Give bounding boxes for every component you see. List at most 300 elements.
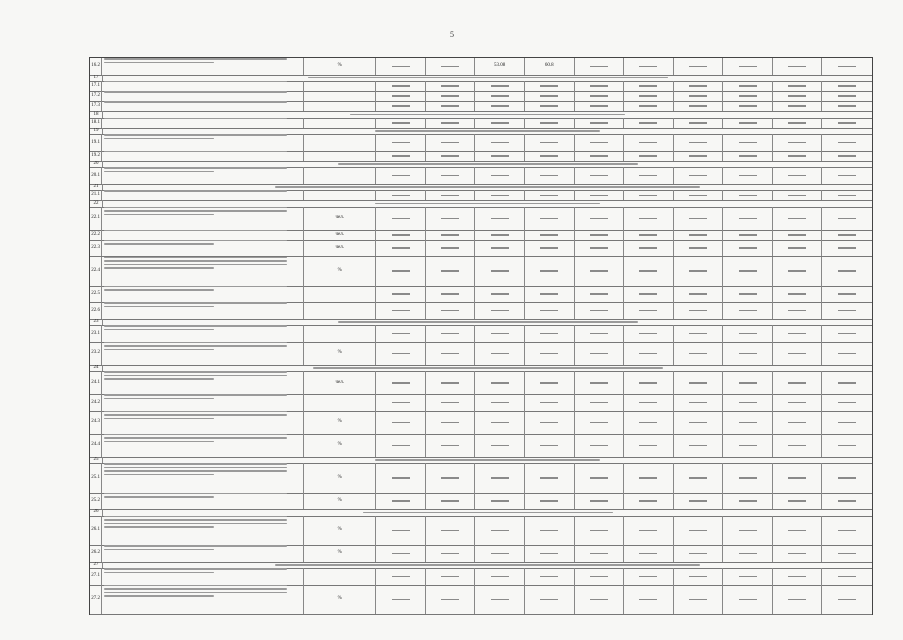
row-number: 17.1 (90, 81, 102, 91)
value-cell (525, 151, 575, 161)
value-cell (773, 585, 823, 614)
value-cell (674, 302, 724, 319)
value-cell (426, 411, 476, 434)
indicator-name (102, 394, 304, 411)
value-cell (674, 286, 724, 303)
value-cell (475, 230, 525, 240)
value-cell (624, 516, 674, 545)
value-cell (624, 81, 674, 91)
value-cell (723, 302, 773, 319)
value-cell (723, 118, 773, 128)
value-cell (674, 134, 724, 151)
value-cell (575, 493, 625, 510)
value-cell (525, 101, 575, 111)
value-cell (376, 434, 426, 457)
value-cell (376, 325, 426, 342)
value-cell (525, 545, 575, 562)
value-cell (674, 516, 724, 545)
value-cell (624, 325, 674, 342)
value-cell (575, 434, 625, 457)
value-cell (624, 545, 674, 562)
value-cell (674, 81, 724, 91)
value-cell (723, 134, 773, 151)
value-cell (773, 207, 823, 230)
value-cell (822, 167, 872, 184)
value-cell (822, 207, 872, 230)
value-cell (525, 91, 575, 101)
unit-of-measure (304, 91, 376, 101)
unit-of-measure (304, 167, 376, 184)
value-cell (624, 568, 674, 585)
value-cell (475, 118, 525, 128)
value-cell (674, 190, 724, 200)
table-row (90, 568, 872, 586)
value-cell (624, 342, 674, 365)
row-number: 24.1 (90, 371, 102, 394)
value-cell (723, 325, 773, 342)
value-cell (773, 118, 823, 128)
value-cell (525, 257, 575, 286)
value-cell (426, 434, 476, 457)
value-cell (674, 240, 724, 257)
indicator-table (89, 57, 873, 615)
value-cell (773, 91, 823, 101)
value-cell (773, 286, 823, 303)
row-number: 27.1 (90, 568, 102, 585)
value-cell (426, 240, 476, 257)
value-cell (426, 342, 476, 365)
row-number: 19.2 (90, 151, 102, 161)
value-cell (773, 167, 823, 184)
row-number: 23.1 (90, 325, 102, 342)
value-cell (723, 101, 773, 111)
value-cell (376, 207, 426, 230)
unit-of-measure: чел. (304, 240, 376, 257)
value-cell (426, 58, 476, 75)
value-cell (723, 463, 773, 492)
value-cell (525, 568, 575, 585)
value-cell (475, 81, 525, 91)
value-cell (525, 207, 575, 230)
value-cell (674, 371, 724, 394)
value-cell (723, 342, 773, 365)
value-cell (525, 230, 575, 240)
row-number: 27.2 (90, 585, 102, 614)
table-row (90, 302, 872, 320)
row-number: 20 (90, 161, 103, 167)
value-cell (376, 585, 426, 614)
value-cell (674, 434, 724, 457)
value-cell (376, 545, 426, 562)
value-cell (624, 286, 674, 303)
value-cell (674, 257, 724, 286)
value-cell: 53.08 (475, 58, 525, 75)
value-cell (525, 342, 575, 365)
value-cell (376, 302, 426, 319)
value-cell (575, 81, 625, 91)
row-number: 19 (90, 128, 103, 134)
value-cell (773, 101, 823, 111)
value-cell (723, 568, 773, 585)
value-cell (575, 411, 625, 434)
value-cell (624, 190, 674, 200)
value-cell (475, 493, 525, 510)
row-number: 17.2 (90, 91, 102, 101)
value-cell (426, 568, 476, 585)
value-cell (624, 134, 674, 151)
value-cell (376, 81, 426, 91)
row-number: 22.6 (90, 302, 102, 319)
value-cell (624, 230, 674, 240)
row-number: 24 (90, 365, 103, 371)
value-cell (773, 568, 823, 585)
value-cell (822, 463, 872, 492)
value-cell (376, 91, 426, 101)
value-cell (723, 545, 773, 562)
value-cell (575, 118, 625, 128)
value-cell (426, 167, 476, 184)
value-cell (773, 545, 823, 562)
value-cell (822, 58, 872, 75)
value-cell (376, 118, 426, 128)
value-cell (723, 394, 773, 411)
value-cell (525, 585, 575, 614)
value-cell (674, 58, 724, 75)
value-cell (822, 302, 872, 319)
value-cell (475, 585, 525, 614)
value-cell (624, 91, 674, 101)
value-cell (822, 257, 872, 286)
value-cell (822, 568, 872, 585)
table-row (90, 240, 872, 258)
value-cell (525, 240, 575, 257)
indicator-name (102, 230, 304, 240)
value-cell (624, 585, 674, 614)
value-cell (575, 325, 625, 342)
value-cell (674, 493, 724, 510)
value-cell (773, 493, 823, 510)
indicator-name (102, 516, 304, 545)
value-cell (475, 257, 525, 286)
value-cell (674, 463, 724, 492)
value-cell (376, 286, 426, 303)
row-number: 25.1 (90, 463, 102, 492)
row-number: 24.4 (90, 434, 102, 457)
row-number: 22.3 (90, 240, 102, 257)
value-cell (575, 151, 625, 161)
value-cell (822, 325, 872, 342)
value-cell (475, 101, 525, 111)
value-cell (723, 167, 773, 184)
value-cell (624, 493, 674, 510)
value-cell (674, 207, 724, 230)
indicator-name (102, 493, 304, 510)
row-number: 22.2 (90, 230, 102, 240)
value-cell (376, 190, 426, 200)
value-cell (525, 286, 575, 303)
value-cell (575, 207, 625, 230)
value-cell (376, 394, 426, 411)
value-cell (475, 371, 525, 394)
value-cell (674, 167, 724, 184)
value-cell (475, 434, 525, 457)
value-cell (624, 118, 674, 128)
value-cell (426, 151, 476, 161)
value-cell (723, 58, 773, 75)
value-cell (575, 302, 625, 319)
indicator-name (102, 302, 304, 319)
value-cell (426, 257, 476, 286)
indicator-name (102, 257, 304, 286)
value-cell (575, 516, 625, 545)
table-row (90, 545, 872, 563)
value-cell (426, 230, 476, 240)
value-cell (723, 371, 773, 394)
value-cell (723, 230, 773, 240)
value-cell (822, 585, 872, 614)
unit-of-measure: % (304, 257, 376, 286)
value-cell: 60.8 (525, 58, 575, 75)
value-cell (525, 371, 575, 394)
row-number: 23.2 (90, 342, 102, 365)
value-cell (475, 91, 525, 101)
value-cell (426, 516, 476, 545)
row-number: 27 (90, 562, 103, 568)
indicator-name (102, 371, 304, 394)
row-number: 22.5 (90, 286, 102, 303)
value-cell (376, 493, 426, 510)
row-number: 21.1 (90, 190, 102, 200)
value-cell (575, 463, 625, 492)
value-cell (426, 394, 476, 411)
value-cell (426, 463, 476, 492)
row-number: 22.4 (90, 257, 102, 286)
value-cell (822, 101, 872, 111)
value-cell (822, 434, 872, 457)
value-cell (426, 134, 476, 151)
row-number: 24.3 (90, 411, 102, 434)
value-cell (624, 207, 674, 230)
value-cell (376, 240, 426, 257)
row-number: 18 (90, 111, 103, 117)
unit-of-measure: % (304, 411, 376, 434)
unit-of-measure: % (304, 463, 376, 492)
table-row (90, 394, 872, 412)
unit-of-measure (304, 118, 376, 128)
row-number: 24.2 (90, 394, 102, 411)
value-cell (376, 151, 426, 161)
indicator-name (102, 134, 304, 151)
value-cell (376, 516, 426, 545)
row-number: 19.1 (90, 134, 102, 151)
value-cell (525, 493, 575, 510)
value-cell (426, 585, 476, 614)
value-cell (822, 151, 872, 161)
value-cell (376, 257, 426, 286)
table-row (90, 463, 872, 493)
value-cell (475, 325, 525, 342)
value-cell (822, 190, 872, 200)
value-cell (575, 230, 625, 240)
value-cell (624, 240, 674, 257)
row-number: 23 (90, 319, 103, 325)
value-cell (822, 230, 872, 240)
value-cell (773, 190, 823, 200)
value-cell (674, 101, 724, 111)
value-cell (575, 101, 625, 111)
value-cell (773, 230, 823, 240)
indicator-name (102, 167, 304, 184)
row-number: 26.2 (90, 545, 102, 562)
indicator-name (102, 240, 304, 257)
value-cell (475, 568, 525, 585)
value-cell (674, 91, 724, 101)
value-cell (475, 240, 525, 257)
row-number: 18.1 (90, 118, 102, 128)
value-cell (773, 151, 823, 161)
value-cell (674, 118, 724, 128)
unit-of-measure: % (304, 516, 376, 545)
unit-of-measure: чел. (304, 230, 376, 240)
value-cell (674, 342, 724, 365)
value-cell (723, 81, 773, 91)
value-cell (426, 493, 476, 510)
indicator-name (102, 434, 304, 457)
value-cell (723, 434, 773, 457)
value-cell (822, 545, 872, 562)
value-cell (575, 585, 625, 614)
value-cell (624, 434, 674, 457)
table-row (90, 493, 872, 511)
value-cell (723, 190, 773, 200)
value-cell (723, 257, 773, 286)
unit-of-measure: % (304, 434, 376, 457)
value-cell (376, 167, 426, 184)
value-cell (475, 302, 525, 319)
indicator-name (102, 151, 304, 161)
table-row (90, 516, 872, 546)
value-cell (773, 240, 823, 257)
value-cell (822, 134, 872, 151)
value-cell (822, 342, 872, 365)
value-cell (426, 190, 476, 200)
value-cell (426, 302, 476, 319)
row-number: 17.3 (90, 101, 102, 111)
value-cell (822, 411, 872, 434)
value-cell (822, 81, 872, 91)
value-cell (475, 342, 525, 365)
table-row (90, 585, 872, 615)
value-cell (475, 286, 525, 303)
value-cell (674, 230, 724, 240)
value-cell (822, 493, 872, 510)
value-cell (525, 134, 575, 151)
value-cell (822, 516, 872, 545)
value-cell (475, 134, 525, 151)
indicator-name (102, 58, 304, 75)
value-cell (773, 434, 823, 457)
value-cell (525, 434, 575, 457)
value-cell (525, 394, 575, 411)
value-cell (624, 371, 674, 394)
unit-of-measure: % (304, 342, 376, 365)
value-cell (575, 545, 625, 562)
value-cell (426, 101, 476, 111)
value-cell (822, 371, 872, 394)
unit-of-measure: % (304, 585, 376, 614)
unit-of-measure (304, 101, 376, 111)
row-number: 22.1 (90, 207, 102, 230)
value-cell (426, 118, 476, 128)
value-cell (723, 286, 773, 303)
row-number: 26.1 (90, 516, 102, 545)
indicator-name (102, 585, 304, 614)
value-cell (525, 411, 575, 434)
indicator-name (102, 81, 304, 91)
value-cell (525, 463, 575, 492)
value-cell (773, 516, 823, 545)
value-cell (376, 411, 426, 434)
unit-of-measure (304, 81, 376, 91)
row-number: 21 (90, 184, 103, 190)
table-row (90, 325, 872, 343)
page-number: 5 (450, 30, 454, 39)
indicator-name (102, 342, 304, 365)
unit-of-measure (304, 151, 376, 161)
value-cell (426, 286, 476, 303)
row-number: 22 (90, 200, 103, 206)
value-cell (773, 81, 823, 91)
row-number: 17 (90, 75, 103, 81)
value-cell (376, 101, 426, 111)
value-cell (525, 302, 575, 319)
unit-of-measure: % (304, 58, 376, 75)
value-cell (525, 190, 575, 200)
value-cell (674, 325, 724, 342)
value-cell (822, 286, 872, 303)
value-cell (773, 411, 823, 434)
value-cell (525, 516, 575, 545)
value-cell (575, 394, 625, 411)
value-cell (475, 190, 525, 200)
value-cell (822, 118, 872, 128)
value-cell (723, 411, 773, 434)
unit-of-measure (304, 394, 376, 411)
value-cell (624, 411, 674, 434)
table-row (90, 207, 872, 231)
value-cell (376, 134, 426, 151)
indicator-name (102, 545, 304, 562)
value-cell (773, 463, 823, 492)
value-cell (624, 394, 674, 411)
value-cell (376, 463, 426, 492)
value-cell (575, 167, 625, 184)
value-cell (575, 58, 625, 75)
value-cell (822, 394, 872, 411)
value-cell (624, 302, 674, 319)
table-row (90, 286, 872, 304)
unit-of-measure: % (304, 545, 376, 562)
value-cell (475, 516, 525, 545)
value-cell (426, 207, 476, 230)
table-row (90, 371, 872, 395)
value-cell (723, 240, 773, 257)
indicator-name (102, 325, 304, 342)
value-cell (575, 371, 625, 394)
value-cell (674, 411, 724, 434)
indicator-name (102, 118, 304, 128)
value-cell (624, 463, 674, 492)
